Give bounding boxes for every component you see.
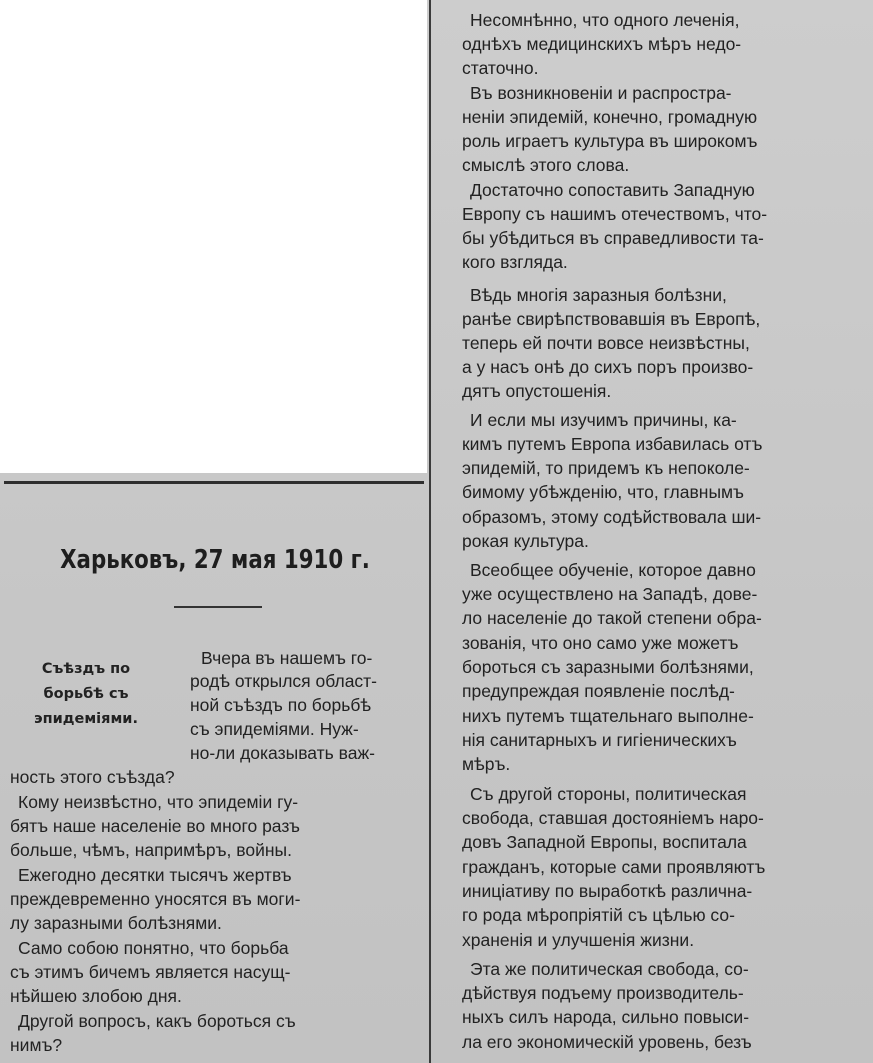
right-col-line: гражданъ, которые сами проявляютъ (462, 857, 766, 877)
left-col-line: преждевременно уносятся въ моги- (10, 889, 301, 909)
right-col-line: дѣйствуя подъему производитель- (462, 983, 744, 1003)
right-col-line: рокая культура. (462, 531, 589, 551)
left-col-line: бятъ наше населеніе во много разъ (10, 816, 300, 836)
article-heading: Харьковъ, 27 мая 1910 г. (60, 545, 370, 575)
right-col-line: неніи эпидемій, конечно, громадную (462, 107, 758, 127)
right-col-line: предупреждая появленіе послѣд- (462, 681, 735, 701)
right-col-line: однѣхъ медицинскихъ мѣръ недо- (462, 34, 742, 54)
right-col-line: го рода мѣропріятій съ цѣлью со- (462, 905, 735, 925)
right-col-line: смыслѣ этого слова. (462, 155, 630, 175)
right-col-line: нихъ путемъ тщательнаго выполне- (462, 706, 754, 726)
right-col-line: храненія и улучшенія жизни. (462, 930, 695, 950)
right-col-line: Съ другой стороны, политическая (470, 784, 747, 804)
right-col-line: нія санитарныхъ и гигіеническихъ (462, 730, 737, 750)
right-col-line: а у насъ онѣ до сихъ поръ произво- (462, 357, 754, 377)
right-col-line: кимъ путемъ Европа избавилась отъ (462, 434, 763, 454)
right-col-line: бы убѣдиться въ справедливости та- (462, 228, 764, 248)
right-col-line: кого взгляда. (462, 252, 568, 272)
right-col-line: бимому убѣжденію, что, главнымъ (462, 482, 744, 502)
right-col-line: ныхъ силъ народа, сильно повыси- (462, 1007, 750, 1027)
right-col-line: Достаточно сопоставить Западную (470, 180, 755, 200)
side-note-line: эпидеміями. (34, 711, 138, 727)
right-col-line: Всеобщее обученіе, которое давно (470, 560, 756, 580)
right-col-line: Эта же политическая свобода, со- (470, 959, 749, 979)
left-col-line: нѣйшею злобою дня. (10, 986, 182, 1006)
left-col-line: Вчера въ нашемъ го- (201, 648, 373, 668)
left-col-line: больше, чѣмъ, напримѣръ, войны. (10, 840, 292, 860)
left-col-line: Другой вопросъ, какъ бороться съ (18, 1011, 296, 1031)
heading-rule (174, 606, 262, 608)
left-col-line: ность этого съѣзда? (10, 767, 175, 787)
right-col-line: свобода, ставшая достояніемъ наро- (462, 808, 764, 828)
right-col-line: Европу съ нашимъ отечествомъ, что- (462, 204, 768, 224)
side-note-line: борьбѣ съ (43, 686, 129, 702)
right-col-line: довъ Западной Европы, воспитала (462, 832, 747, 852)
left-col-line: съ этимъ бичемъ является насущ- (10, 962, 291, 982)
section-top-rule (4, 481, 424, 484)
right-col-line: Несомнѣнно, что одного леченія, (470, 10, 740, 30)
side-note-line: Съѣздъ по (41, 661, 131, 677)
right-col-line: Въ возникновеніи и распростра- (470, 83, 732, 103)
left-col-line: Кому неизвѣстно, что эпидеміи гу- (18, 792, 299, 812)
right-col-line: теперь ей почти вовсе неизвѣстны, (462, 333, 750, 353)
side-note (12, 657, 160, 732)
left-col-line: Ежегодно десятки тысячъ жертвъ (18, 865, 292, 885)
right-col-line: ранѣе свирѣпствовавшія въ Европѣ, (462, 309, 761, 329)
left-col-line: но-ли доказывать важ- (190, 743, 376, 763)
right-col-line: ла его экономическій уровень, безъ (462, 1032, 752, 1052)
right-col-line: зованія, что оно само уже можетъ (462, 633, 739, 653)
right-col-line: статочно. (462, 58, 539, 78)
left-col-line: нимъ? (10, 1035, 63, 1055)
left-col-line: съ эпидеміями. Нуж- (190, 719, 359, 739)
right-col-line: дятъ опустошенія. (462, 381, 612, 401)
left-col-line: ной съѣздъ по борьбѣ (190, 695, 372, 715)
right-col-line: уже осуществлено на Западѣ, дове- (462, 584, 758, 604)
right-col-line: мѣръ. (462, 754, 511, 774)
left-col-line: Само собою понятно, что борьба (18, 938, 289, 958)
left-col-line: лу заразными болѣзнями. (10, 913, 222, 933)
right-col-line: образомъ, этому содѣйствовала ши- (462, 507, 762, 527)
right-col-line: эпидемій, то придемъ къ непоколе- (462, 458, 750, 478)
right-col-line: роль играетъ культура въ широкомъ (462, 131, 758, 151)
column-divider (429, 0, 431, 1063)
right-col-line: И если мы изучимъ причины, ка- (470, 410, 737, 430)
right-col-line: иниціативу по выработкѣ различна- (462, 881, 753, 901)
right-col-line: ло населеніе до такой степени обра- (462, 608, 762, 628)
left-col-line: родѣ открылся област- (190, 671, 378, 691)
blank-area (0, 0, 427, 473)
right-col-line: бороться съ заразными болѣзнями, (462, 657, 754, 677)
right-col-line: Вѣдь многія заразныя болѣзни, (470, 285, 727, 305)
